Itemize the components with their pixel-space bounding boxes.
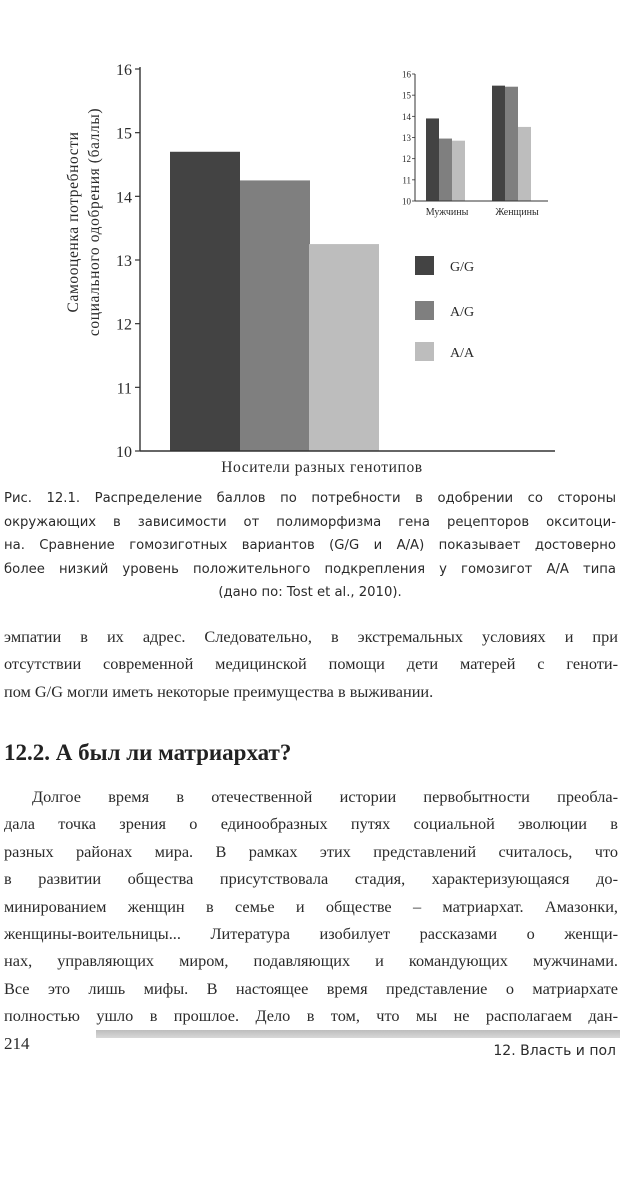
y-tick-label: 16 [116, 62, 132, 79]
text-line: Все это лишь мифы. В настоящее время представление о матриархате [4, 978, 618, 998]
legend-swatch-A/G [415, 301, 434, 320]
running-head: 12. Власть и пол [493, 1043, 616, 1059]
bar-G/G [170, 152, 240, 451]
inset-bar-G/G-Мужчины [426, 118, 439, 201]
text-line: эмпатии в их адрес. Следовательно, в экстремальных условиях и при [4, 627, 618, 646]
main-bar-chart [65, 62, 555, 476]
inset-bar-G/G-Женщины [492, 86, 505, 201]
inset-y-tick-label: 11 [402, 175, 411, 186]
caption-line: на. Сравнение гомозиготных вариантов (G/G и A/A) показывает достоверно [4, 538, 616, 553]
legend-label-A/G: A/G [450, 305, 475, 320]
section-heading: 12.2. А был ли матриархат? [4, 740, 292, 765]
x-axis-label: Носители разных генотипов [221, 459, 423, 476]
chart-legend [415, 256, 475, 361]
inset-y-tick-label: 15 [402, 90, 411, 101]
paragraph-matriarchy [4, 783, 618, 1030]
bar-A/G [240, 180, 310, 451]
y-tick-label: 14 [116, 189, 132, 207]
legend-swatch-A/A [415, 342, 434, 361]
caption-line: более низкий уровень положительного подкрепления у гомозигот A/A типа [4, 561, 616, 577]
text-line: разных районах мира. В рамках этих представлений считалось, что [4, 841, 618, 861]
inset-y-tick-label: 16 [402, 69, 411, 80]
bar-A/A [309, 244, 379, 451]
inset-category-label: Женщины [495, 207, 539, 218]
text-line: отсутствии современной медицинской помощи дети матерей с геноти- [4, 654, 618, 674]
legend-label-G/G: G/G [450, 260, 475, 275]
legend-label-A/A: A/A [450, 346, 475, 361]
caption-line: (дано по: Tost et al., 2010). [218, 585, 402, 600]
footer-rule [96, 1030, 620, 1038]
text-line: полностью ушло в прошлое. Дело в том, что мы не располагаем дан- [4, 1006, 618, 1026]
text-line: нах, управляющих миром, подавляющих и командующих мужчинами. [4, 951, 618, 971]
y-axis-label-line1: Самооценка потребности [65, 131, 82, 313]
inset-bar-A/G-Мужчины [439, 139, 452, 201]
inset-bar-A/G-Женщины [505, 87, 518, 201]
figure-12-1 [0, 0, 620, 480]
y-tick-label: 11 [116, 380, 132, 398]
y-tick-label: 10 [116, 444, 132, 461]
text-line: дала точка зрения о единообразных путях социальной эволюции в [4, 814, 618, 834]
text-line: Долгое время в отечественной истории первобытности преобла- [32, 787, 618, 806]
y-axis-label-line2: социального одобрения (баллы) [86, 107, 103, 337]
inset-bar-A/A-Мужчины [452, 141, 465, 201]
text-line: пом G/G могли иметь некоторые преимущества в выживании. [4, 681, 434, 701]
inset-bar-chart [402, 70, 548, 219]
text-line: женщины-воительницы... Литература изобилует рассказами о женщи- [4, 924, 618, 944]
text-line: в развитии общества присутствовала стадия, характеризующаяся до- [4, 869, 618, 889]
y-tick-label: 15 [116, 125, 132, 143]
y-tick-label: 12 [116, 316, 132, 334]
inset-y-tick-label: 10 [402, 196, 411, 207]
text-line: минированием женщин в семье и обществе – матриархат. Амазонки, [4, 896, 618, 916]
inset-bar-A/A-Женщины [518, 127, 531, 201]
inset-y-tick-label: 13 [402, 133, 411, 143]
inset-category-label: Мужчины [425, 207, 469, 218]
paragraph-empathy [4, 623, 618, 705]
caption-line: Рис. 12.1. Распределение баллов по потребности в одобрении со стороны [4, 491, 616, 506]
inset-y-tick-label: 12 [402, 154, 411, 165]
legend-swatch-G/G [415, 256, 434, 275]
y-tick-label: 13 [116, 253, 132, 270]
inset-y-tick-label: 14 [402, 111, 411, 122]
caption-line: окружающих в зависимости от полиморфизма гена рецепторов окситоци- [4, 514, 616, 530]
page-number: 214 [4, 1034, 30, 1053]
figure-caption [4, 487, 616, 605]
